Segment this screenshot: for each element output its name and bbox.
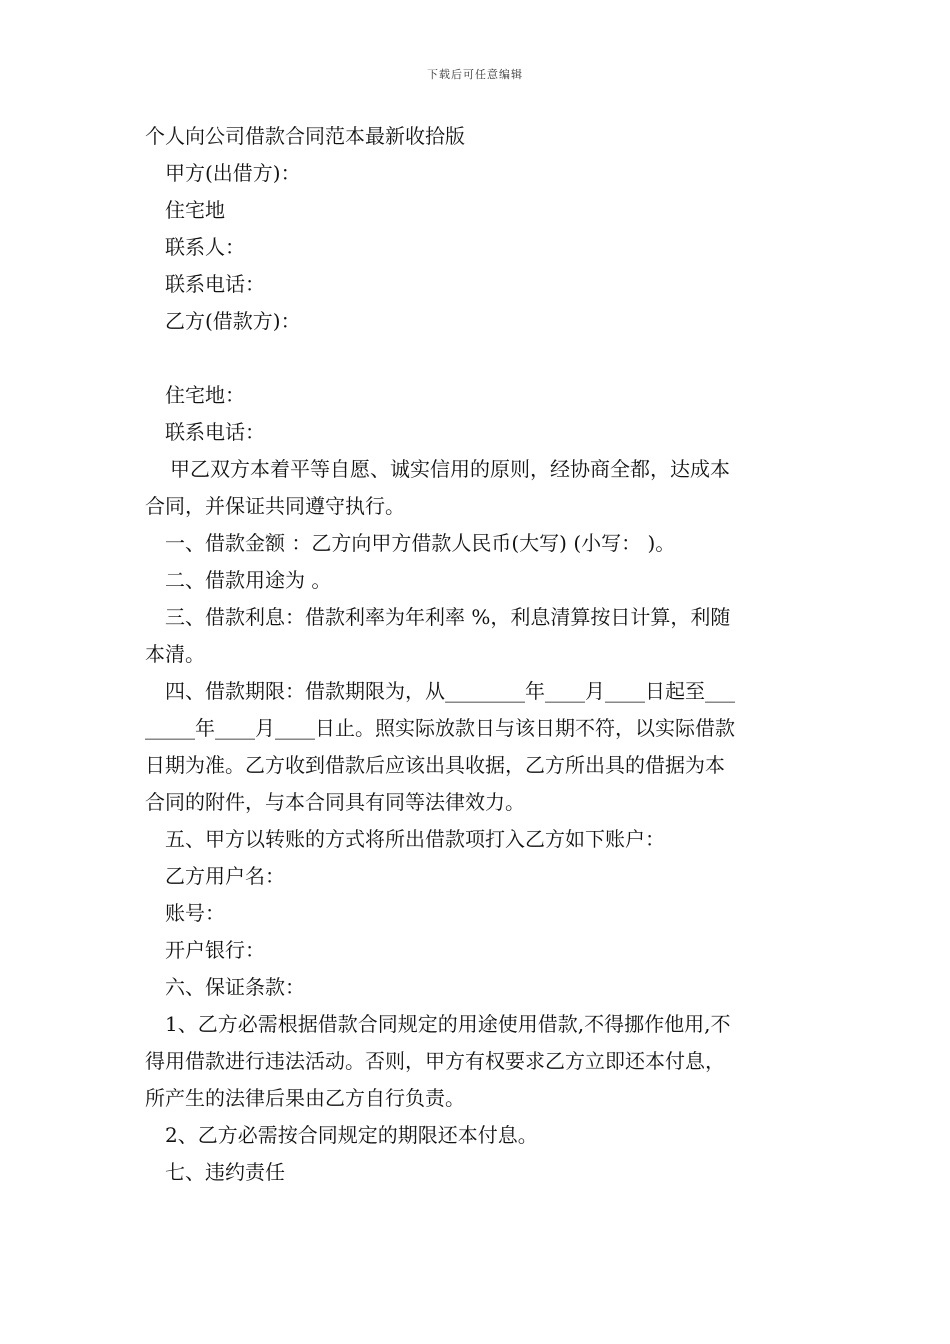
clause-6: 六、保证条款： bbox=[165, 975, 305, 999]
intro-line: 合同，并保证共同遵守执行。 bbox=[145, 494, 405, 518]
document-body bbox=[145, 118, 807, 1191]
clause-6-1 bbox=[145, 1006, 807, 1117]
clause-3-line: 三、借款利息：借款利率为年利率 %，利息清算按日计算，利随 bbox=[165, 605, 731, 629]
account-number: 账号： bbox=[165, 901, 225, 925]
clause-3 bbox=[145, 599, 807, 673]
clause-4 bbox=[145, 673, 807, 821]
clause-5: 五、甲方以转账的方式将所出借款项打入乙方如下账户： bbox=[165, 827, 665, 851]
header-note: 下载后可任意编辑 bbox=[427, 68, 523, 81]
intro-line: 甲乙双方本着平等自愿、诚实信用的原则，经协商全都，达成本 bbox=[170, 457, 730, 481]
clause-4-line: 日期为准。乙方收到借款后应该出具收据，乙方所出具的借据为本 bbox=[145, 753, 725, 777]
clause-6-1-line: 所产生的法律后果由乙方自行负责。 bbox=[145, 1086, 465, 1110]
bank-name: 开户银行： bbox=[165, 938, 265, 962]
clause-6-1-line: 得用借款进行违法活动。否则，甲方有权要求乙方立即还本付息， bbox=[145, 1049, 725, 1073]
party-b-label: 乙方(借款方)： bbox=[165, 309, 301, 333]
blank-line bbox=[145, 340, 807, 377]
clause-6-1-line: 1、乙方必需根据借款合同规定的用途使用借款,不得挪作他用,不 bbox=[165, 1012, 731, 1036]
clause-2: 二、借款用途为 。 bbox=[165, 568, 332, 592]
account-name: 乙方用户名： bbox=[165, 864, 285, 888]
clause-4-line: 合同的附件，与本合同具有同等法律效力。 bbox=[145, 790, 525, 814]
clause-4-line: 四、借款期限：借款期限为，从________年____月____日起至___ bbox=[165, 679, 735, 703]
clause-7: 七、违约责任 bbox=[165, 1160, 285, 1184]
document-title: 个人向公司借款合同范本最新收拾版 bbox=[145, 124, 465, 148]
party-a-contact: 联系人： bbox=[165, 235, 245, 259]
party-a-label: 甲方(出借方)： bbox=[165, 161, 301, 185]
party-b-address: 住宅地： bbox=[165, 383, 245, 407]
clause-4-line: _____年____月____日止。照实际放款日与该日期不符，以实际借款 bbox=[145, 716, 735, 740]
party-b-phone: 联系电话： bbox=[165, 420, 265, 444]
clause-1: 一、借款金额 ：乙方向甲方借款人民币(大写) (小写： )。 bbox=[165, 531, 676, 555]
party-a-address: 住宅地 bbox=[165, 198, 225, 222]
intro-paragraph bbox=[145, 451, 807, 525]
clause-3-line: 本清。 bbox=[145, 642, 205, 666]
clause-6-2: 2、乙方必需按合同规定的期限还本付息。 bbox=[165, 1123, 538, 1147]
party-a-phone: 联系电话： bbox=[165, 272, 265, 296]
